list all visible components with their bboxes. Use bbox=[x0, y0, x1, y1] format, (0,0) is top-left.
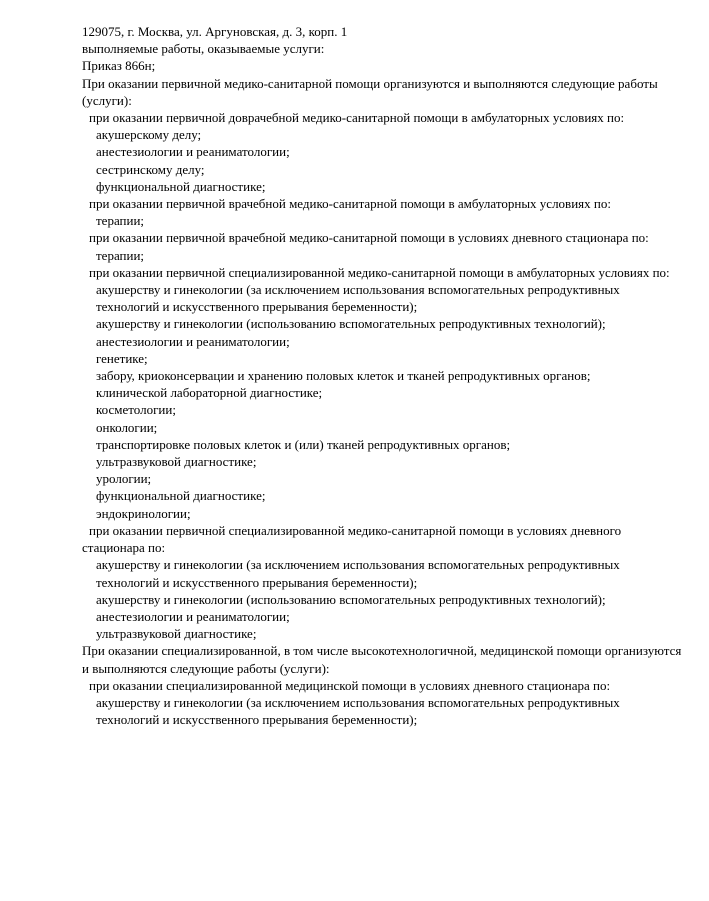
service-item: онкологии; bbox=[96, 419, 158, 435]
subsection-heading: при оказании первичной врачебной медико-санитарной помощи в амбулаторных условиях по: bbox=[89, 196, 611, 212]
service-item: транспортировке половых клеток и (или) тканей репродуктивных органов; bbox=[96, 436, 511, 452]
section-heading: При оказании первичной медико-санитарной помощи организуются и выполняются следующие работы (услуги): bbox=[82, 75, 658, 108]
service-item: косметологии; bbox=[96, 402, 176, 418]
service-item: акушерству и гинекологии (использованию вспомогательных репродуктивных технологий); bbox=[96, 316, 606, 332]
section-heading: выполняемые работы, оказываемые услуги: bbox=[82, 41, 325, 57]
service-item: клинической лабораторной диагностике; bbox=[96, 385, 323, 401]
subsection-heading: при оказании первичной специализированной медико-санитарной помощи в амбулаторных условиях по: bbox=[89, 264, 670, 280]
service-item: функциональной диагностике; bbox=[96, 488, 266, 504]
service-item: терапии; bbox=[96, 213, 145, 229]
service-item: акушерскому делу; bbox=[96, 127, 202, 143]
section-heading: Приказ 866н; bbox=[82, 58, 156, 74]
service-item: акушерству и гинекологии (за исключением использования вспомогательных репродуктивных технологий и искусственного прерывания беременности); bbox=[96, 282, 620, 315]
subsection-heading: при оказании специализированной медицинской помощи в условиях дневного стационара по: bbox=[89, 677, 611, 693]
document-body bbox=[82, 23, 682, 728]
service-item: ультразвуковой диагностике; bbox=[96, 454, 257, 470]
service-item: урологии; bbox=[96, 471, 152, 487]
subsection-heading: при оказании первичной специализированной медико-санитарной помощи в условиях дневного стационара по: bbox=[82, 522, 622, 556]
service-item: акушерству и гинекологии (за исключением использования вспомогательных репродуктивных технологий и искусственного прерывания беременности); bbox=[96, 557, 620, 590]
service-item: ультразвуковой диагностике; bbox=[96, 626, 257, 642]
service-item: забору, криоконсервации и хранению половых клеток и тканей репродуктивных органов; bbox=[96, 368, 591, 384]
service-item: акушерству и гинекологии (использованию вспомогательных репродуктивных технологий); bbox=[96, 591, 606, 607]
service-item: терапии; bbox=[96, 247, 145, 263]
service-item: акушерству и гинекологии (за исключением использования вспомогательных репродуктивных технологий и искусственного прерывания беременности); bbox=[96, 694, 620, 728]
subsection-heading: при оказании первичной доврачебной медико-санитарной помощи в амбулаторных условиях по: bbox=[89, 110, 625, 126]
service-item: эндокринологии; bbox=[96, 505, 191, 521]
service-item: сестринскому делу; bbox=[96, 161, 205, 177]
service-item: анестезиологии и реаниматологии; bbox=[96, 333, 290, 349]
section-heading: При оказании специализированной, в том числе высокотехнологичной, медицинской помощи организуются и выполняются следующие работы (услуги): bbox=[82, 643, 682, 676]
service-item: анестезиологии и реаниматологии; bbox=[96, 608, 290, 624]
subsection-heading: при оказании первичной врачебной медико-санитарной помощи в условиях дневного стационара по: bbox=[89, 230, 649, 246]
service-item: функциональной диагностике; bbox=[96, 178, 266, 194]
service-item: генетике; bbox=[96, 350, 148, 366]
service-item: анестезиологии и реаниматологии; bbox=[96, 144, 290, 160]
address-line: 129075, г. Москва, ул. Аргуновская, д. 3, корп. 1 bbox=[82, 24, 348, 39]
